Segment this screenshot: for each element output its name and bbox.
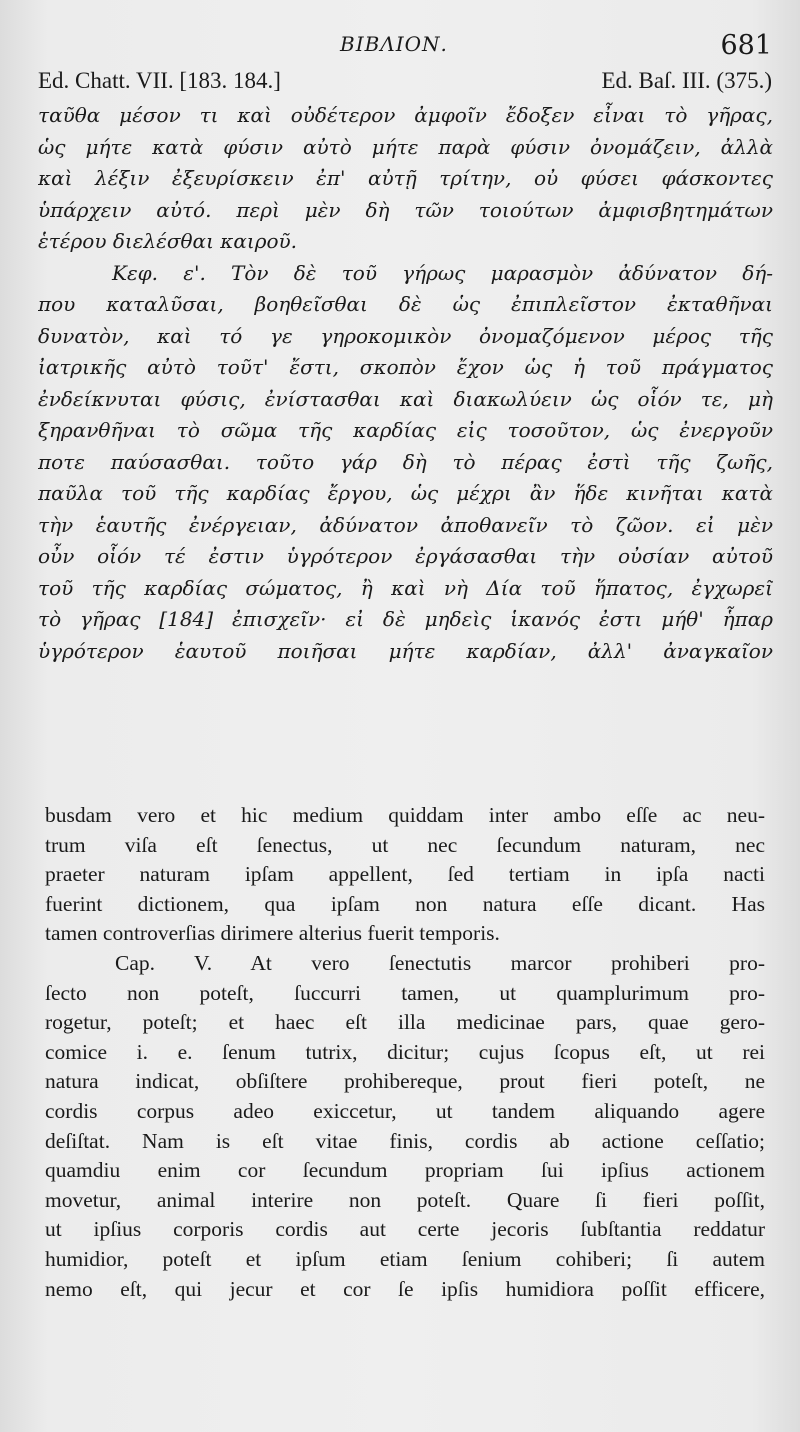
greek-line: που καταλῦσαι, βοηθεῖσθαι δὲ ὡς ἐπιπλεῖστον ἐκταθῆναι bbox=[38, 292, 773, 316]
latin-line: fuerint dictionem, qua ipſam non natura eſſe dicant. Has bbox=[45, 891, 765, 916]
greek-line: ὑγρότερον ἑαυτοῦ ποιῆσαι μήτε καρδίαν, ἀλλ' ἀναγκαῖον bbox=[38, 638, 773, 663]
greek-line: ἐνδείκνυται φύσις, ἐνίστασθαι καὶ διακωλύειν ὡς οἷόν τε, μὴ bbox=[38, 386, 773, 411]
greek-line: ἰατρικῆς αὐτὸ τοῦτ' ἔστι, σκοπὸν ἔχον ὡς ἡ τοῦ πράγματος bbox=[38, 355, 773, 379]
latin-line: tamen controverſias dirimere alterius fuerit temporis. bbox=[45, 921, 500, 946]
greek-line: ὡς μήτε κατὰ φύσιν αὐτὸ μήτε παρὰ φύσιν ὀνομάζειν, ἀλλὰ bbox=[38, 134, 773, 159]
latin-line: natura indicat, obſiſtere prohibereque, prout fieri poteſt, ne bbox=[45, 1069, 765, 1094]
greek-line: τὸ γῆρας [184] ἐπισχεῖν· εἰ δὲ μηδεὶς ἱκανός ἐστι μήθ' ἧπαρ bbox=[38, 607, 773, 631]
latin-line: ut ipſius corporis cordis aut certe jecoris ſubſtantia reddatur bbox=[45, 1217, 765, 1242]
latin-line: quamdiu enim cor ſecundum propriam ſui ipſius actionem bbox=[45, 1158, 765, 1183]
greek-line: οὖν οἷόν τέ ἐστιν ὑγρότερον ἐργάσασθαι τὴν οὐσίαν αὐτοῦ bbox=[38, 544, 773, 568]
latin-line: praeter naturam ipſam appellent, ſed tertiam in ipſa nacti bbox=[45, 862, 765, 887]
latin-line: comice i. e. ſenum tutrix, dicitur; cujus ſcopus eſt, ut rei bbox=[45, 1039, 765, 1064]
latin-text-block bbox=[45, 801, 765, 1304]
edition-reference-basel: Ed. Baſ. III. (375.) bbox=[601, 68, 772, 93]
greek-line: τοῦ τῆς καρδίας σώματος, ἢ καὶ νὴ Δία τοῦ ἥπατος, ἐγχωρεῖ bbox=[38, 575, 773, 600]
greek-chapter-start-line: Κεφ. ε'. Τὸν δὲ τοῦ γήρως μαρασμὸν ἀδύνατον δή- bbox=[112, 260, 773, 285]
latin-line: nemo eſt, qui jecur et cor ſe ipſis humidiora poſſit efficere, bbox=[45, 1276, 765, 1301]
latin-line: cordis corpus adeo exiccetur, ut tandem aliquando agere bbox=[45, 1098, 765, 1123]
greek-line: ξηρανθῆναι τὸ σῶμα τῆς καρδίας εἰς τοσοῦτον, ὡς ἐνεργοῦν bbox=[38, 418, 773, 442]
latin-line: busdam vero et hic medium quiddam inter ambo eſſe ac neu- bbox=[45, 803, 765, 827]
running-head bbox=[0, 30, 800, 64]
greek-line: ταῦθα μέσον τι καὶ οὐδέτερον ἀμφοῖν ἔδοξεν εἶναι τὸ γῆρας, bbox=[38, 103, 773, 127]
greek-line: τὴν ἑαυτῆς ἐνέργειαν, ἀδύνατον ἀποθανεῖν τὸ ζῶον. εἰ μὲν bbox=[38, 512, 773, 537]
edition-reference-line bbox=[38, 68, 772, 98]
greek-line: καὶ λέξιν ἐξευρίσκειν ἐπ' αὐτῇ τρίτην, οὐ φύσει φάσκοντες bbox=[38, 166, 773, 190]
greek-line: δυνατὸν, καὶ τό γε γηροκομικὸν ὀνομαζόμενον μέρος τῆς bbox=[38, 323, 773, 348]
greek-line: παῦλα τοῦ τῆς καρδίας ἔργου, ὡς μέχρι ἂν ἥδε κινῆται κατὰ bbox=[38, 481, 773, 505]
latin-line: humidior, poteſt et ipſum etiam ſenium cohiberi; ſi autem bbox=[45, 1246, 765, 1271]
latin-line: movetur, animal interire non poteſt. Quare ſi fieri poſſit, bbox=[45, 1187, 765, 1212]
running-title: BIBΛΙΟΝ. bbox=[340, 32, 448, 56]
latin-chapter-start-line: Cap. V. At vero ſenectutis marcor prohiberi pro- bbox=[115, 950, 765, 975]
greek-line: ποτε παύσασθαι. τοῦτο γάρ δὴ τὸ πέρας ἐστὶ τῆς ζωῆς, bbox=[38, 449, 773, 474]
latin-line: rogetur, poteſt; et haec eſt illa medicinae pars, quae gero- bbox=[45, 1010, 765, 1035]
greek-line: ἑτέρου διελέσθαι καιροῦ. bbox=[38, 229, 298, 253]
greek-line: ὑπάρχειν αὐτό. περὶ μὲν δὴ τῶν τοιούτων ἀμφισβητημάτων bbox=[38, 197, 773, 222]
page-number: 681 bbox=[720, 30, 772, 61]
latin-line: deſiſtat. Nam is eſt vitae finis, cordis ab actione ceſſatio; bbox=[45, 1128, 765, 1153]
latin-line: ſecto non poteſt, ſuccurri tamen, ut quamplurimum pro- bbox=[45, 980, 765, 1005]
latin-line: trum viſa eſt ſenectus, ut nec ſecundum naturam, nec bbox=[45, 832, 765, 857]
edition-reference-chartier: Ed. Chatt. VII. [183. 184.] bbox=[38, 68, 281, 93]
greek-text-block bbox=[38, 100, 773, 667]
